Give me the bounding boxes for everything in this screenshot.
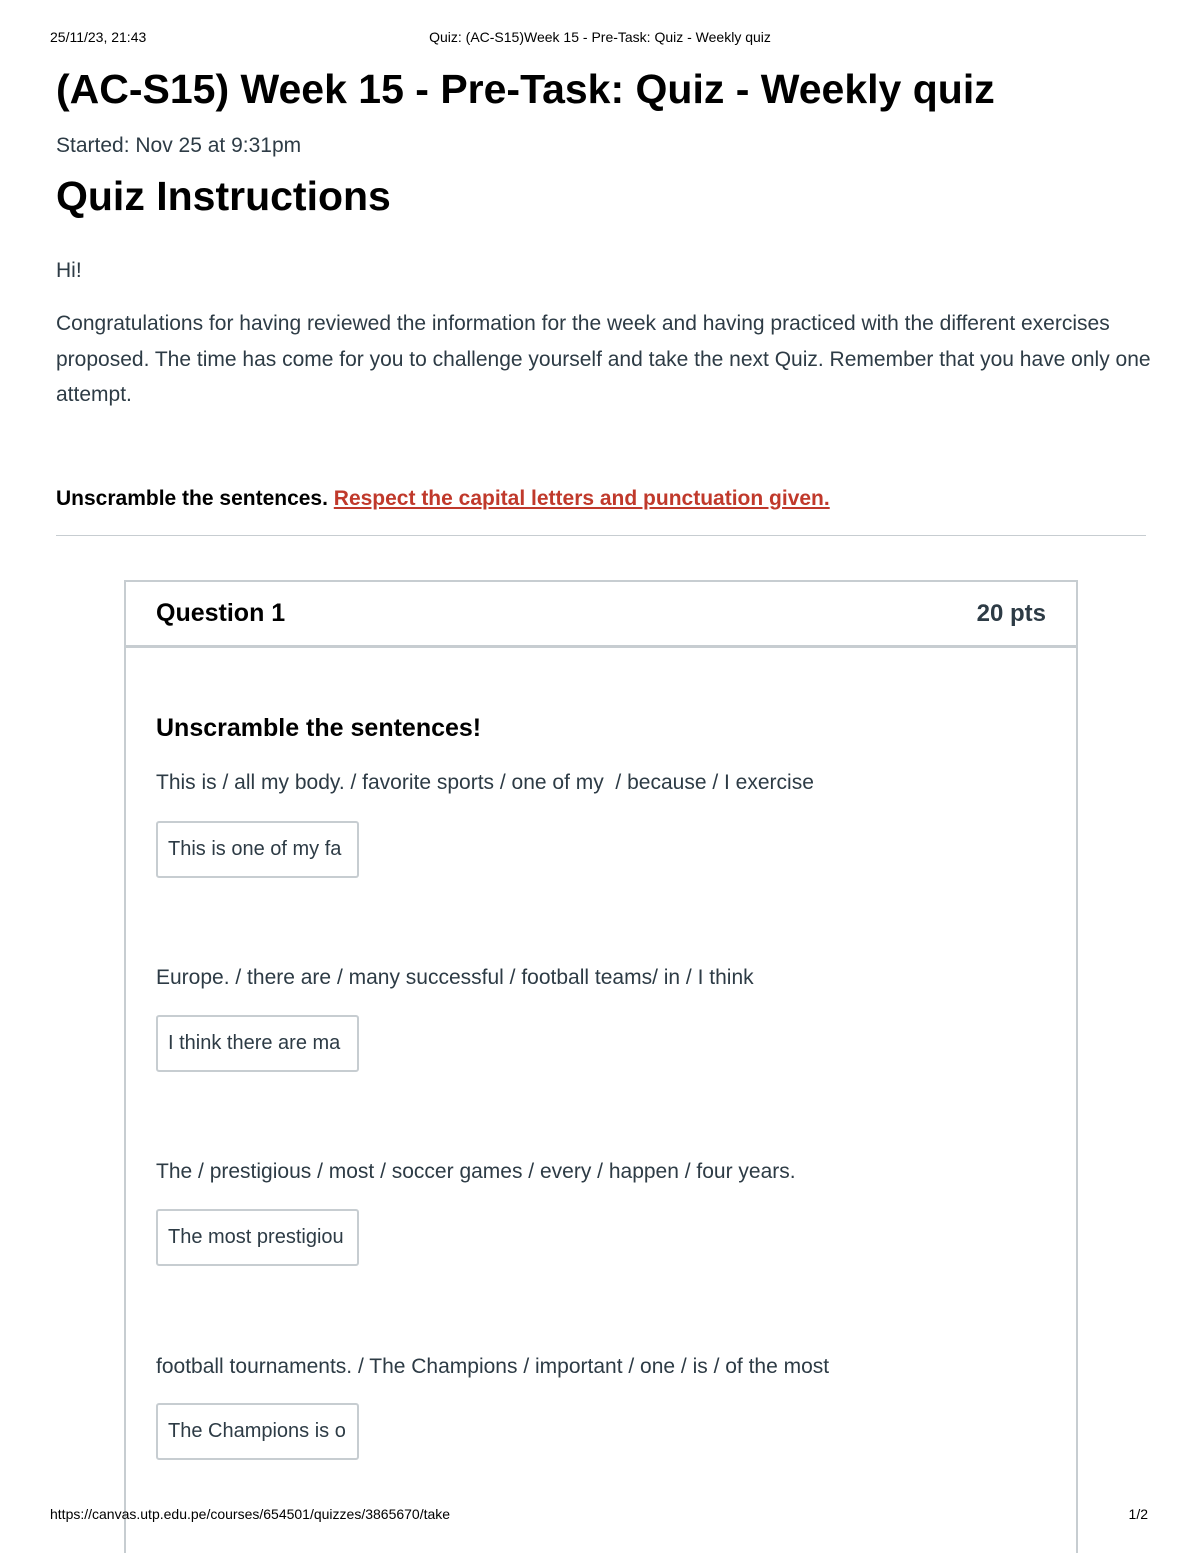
answer-input-3[interactable] (156, 1209, 359, 1266)
question-card (124, 580, 1078, 1553)
answer-input-4[interactable] (156, 1403, 359, 1460)
instructions-heading: Quiz Instructions (56, 173, 391, 219)
directions-lead: Unscramble the sentences. (56, 487, 334, 510)
scramble-prompt-2: Europe. / there are / many successful / football teams/ in / I think (156, 966, 754, 989)
question-header (126, 582, 1076, 648)
print-url: https://canvas.utp.edu.pe/courses/654501/quizzes/3865670/take (50, 1506, 451, 1522)
question-points: 20 pts (976, 600, 1046, 627)
print-page-number: 1/2 (1128, 1506, 1148, 1522)
answer-input-2[interactable] (156, 1015, 359, 1072)
answer-input-1[interactable] (156, 821, 359, 878)
scramble-prompt-1: This is / all my body. / favorite sports / one of my / because / I exercise (156, 771, 814, 794)
page-title: (AC-S15) Week 15 - Pre-Task: Quiz - Weekly quiz (56, 66, 995, 112)
print-date: 25/11/23, 21:43 (50, 29, 147, 45)
section-divider (56, 535, 1146, 536)
intro-paragraph: Congratulations for having reviewed the information for the week and having practiced with the different exercises proposed. The time has come for you to challenge yourself and take the next Quiz. Remember that you have only one attempt. (56, 312, 1151, 406)
directions-text (56, 487, 830, 511)
question-subheading: Unscramble the sentences! (156, 714, 482, 742)
print-doc-title: Quiz: (AC-S15)Week 15 - Pre-Task: Quiz - Weekly quiz (429, 29, 771, 45)
directions-emphasis: Respect the capital letters and punctuation given. (333, 487, 830, 510)
greeting-text: Hi! (56, 259, 82, 282)
print-header (50, 29, 1150, 49)
scramble-prompt-4: football tournaments. / The Champions / important / one / is / of the most (156, 1355, 830, 1378)
started-timestamp: Started: Nov 25 at 9:31pm (56, 134, 302, 157)
question-name: Question 1 (156, 599, 286, 627)
scramble-prompt-3: The / prestigious / most / soccer games / every / happen / four years. (156, 1160, 796, 1183)
